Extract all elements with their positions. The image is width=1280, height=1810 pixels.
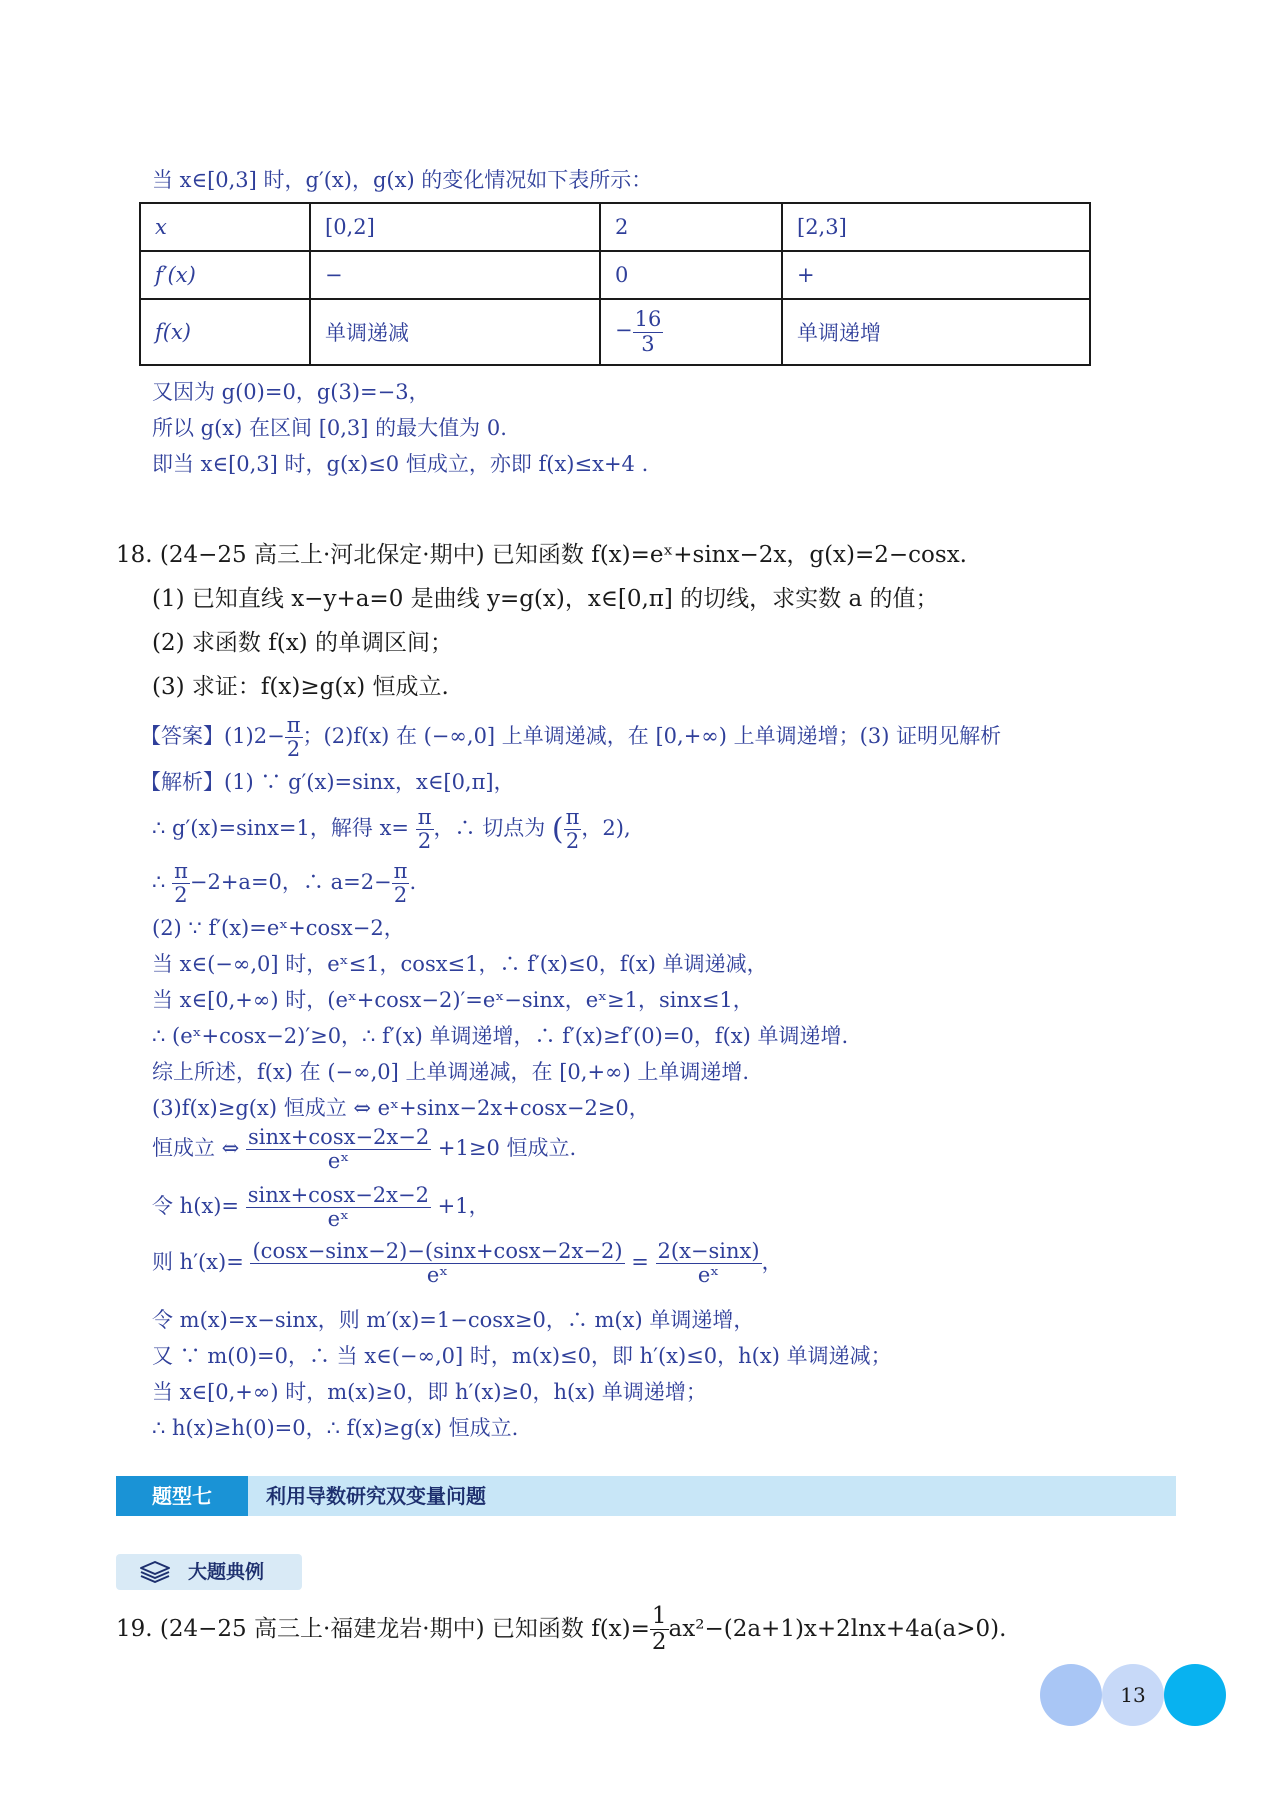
page-number: 13 bbox=[1120, 1683, 1146, 1707]
layers-icon bbox=[138, 1560, 172, 1584]
text-line: 又因为 g(0)=0，g(3)=−3， bbox=[152, 380, 430, 404]
example-label: 大题典例 bbox=[188, 1561, 265, 1583]
fraction bbox=[250, 1240, 624, 1287]
solution-line bbox=[152, 1240, 783, 1287]
badge-circle-right bbox=[1164, 1664, 1226, 1726]
denominator: 2 bbox=[286, 737, 301, 762]
denominator: 2 bbox=[393, 883, 408, 908]
numerator: π bbox=[417, 805, 432, 829]
table-cell: 单调递增 bbox=[782, 299, 1090, 365]
fraction bbox=[392, 860, 410, 907]
answer-suffix: ；(2)f(x) 在 (−∞,0] 上单调递减，在 [0,+∞) 上单调递增；(3) 证明见解析 bbox=[302, 724, 1002, 749]
numerator: sinx+cosx−2x−2 bbox=[247, 1125, 430, 1149]
numerator: π bbox=[286, 713, 301, 737]
numerator: π bbox=[565, 805, 580, 829]
table-row bbox=[140, 251, 1090, 299]
numerator: 1 bbox=[651, 1603, 667, 1629]
text: . bbox=[409, 870, 417, 895]
text: +1≥0 恒成立. bbox=[437, 1136, 577, 1161]
badge-circle-left bbox=[1040, 1664, 1102, 1726]
table-cell: [0,2] bbox=[310, 203, 600, 251]
fraction bbox=[285, 714, 303, 761]
fraction bbox=[564, 806, 582, 853]
section-tag: 题型七 bbox=[116, 1476, 248, 1516]
denominator: eˣ bbox=[697, 1263, 720, 1288]
denominator: eˣ bbox=[426, 1263, 449, 1288]
section-header bbox=[116, 1476, 1176, 1516]
solution-line: (2) ∵ f′(x)=eˣ+cosx−2， bbox=[152, 916, 405, 940]
table-cell: − bbox=[310, 251, 600, 299]
problem-18-part: (3) 求证：f(x)≥g(x) 恒成立. bbox=[152, 674, 449, 700]
problem-19-stem bbox=[116, 1604, 1006, 1656]
text: = bbox=[631, 1250, 649, 1275]
fraction bbox=[172, 860, 190, 907]
problem-18-stem: 18. (24−25 高三上·河北保定·期中) 已知函数 f(x)=eˣ+sinx−2x，g(x)=2−cosx. bbox=[116, 542, 967, 568]
numerator: π bbox=[393, 859, 408, 883]
denominator: 2 bbox=[174, 883, 188, 908]
table-cell: f(x) bbox=[140, 299, 310, 365]
denominator: 2 bbox=[417, 829, 432, 854]
text: 恒成立 ⇔ bbox=[152, 1136, 240, 1161]
example-label-chip bbox=[116, 1554, 302, 1590]
solution-line: 又 ∵ m(0)=0，∴ 当 x∈(−∞,0] 时，m(x)≤0，即 h′(x)≤0，h(x) 单调递减； bbox=[152, 1344, 892, 1368]
paren-open: ( bbox=[551, 812, 564, 848]
solution-line bbox=[152, 860, 416, 907]
numerator: π bbox=[174, 859, 188, 883]
solution-line bbox=[152, 1184, 490, 1231]
text: ∴ g′(x)=sinx=1，解得 x= bbox=[152, 816, 410, 841]
denominator: 2 bbox=[565, 829, 580, 854]
text-line: 所以 g(x) 在区间 [0,3] 的最大值为 0. bbox=[152, 416, 507, 440]
text-line: 即当 x∈[0,3] 时，g(x)≤0 恒成立，亦即 f(x)≤x+4 . bbox=[152, 452, 649, 476]
table-cell: f′(x) bbox=[140, 251, 310, 299]
problem-18-part: (2) 求函数 f(x) 的单调区间； bbox=[152, 630, 453, 656]
table-cell: 0 bbox=[600, 251, 782, 299]
fraction bbox=[416, 806, 434, 853]
denominator: 3 bbox=[641, 331, 655, 356]
variation-table bbox=[139, 202, 1091, 366]
problem-18-part: (1) 已知直线 x−y+a=0 是曲线 y=g(x)，x∈[0,π] 的切线，求实数 a 的值； bbox=[152, 586, 939, 612]
fraction bbox=[246, 1184, 431, 1231]
solution-line bbox=[152, 806, 631, 853]
solution-line: 【解析】(1) ∵ g′(x)=sinx，x∈[0,π]， bbox=[140, 770, 515, 794]
text: 19. (24−25 高三上·福建龙岩·期中) 已知函数 f(x)= bbox=[116, 1615, 650, 1642]
solution-line: 综上所述，f(x) 在 (−∞,0] 上单调递减，在 [0,+∞) 上单调递增. bbox=[152, 1060, 750, 1084]
denominator: eˣ bbox=[327, 1149, 350, 1174]
solution-line: 当 x∈[0,+∞) 时，(eˣ+cosx−2)′=eˣ−sinx，eˣ≥1，sinx≤1， bbox=[152, 988, 754, 1012]
text: 令 h(x)= bbox=[152, 1194, 240, 1219]
denominator: 2 bbox=[651, 1629, 667, 1656]
table-cell: 2 bbox=[600, 203, 782, 251]
table-row bbox=[140, 299, 1090, 365]
numerator: 2(x−sinx) bbox=[657, 1239, 760, 1263]
text: 则 h′(x)= bbox=[152, 1250, 244, 1275]
table-caption: 当 x∈[0,3] 时，g′(x)，g(x) 的变化情况如下表所示： bbox=[152, 168, 653, 192]
text: ， bbox=[761, 1250, 783, 1275]
numerator: (cosx−sinx−2)−(sinx+cosx−2x−2) bbox=[252, 1239, 623, 1263]
text: ，2), bbox=[581, 816, 631, 841]
table-cell-min-value bbox=[600, 299, 782, 365]
text: +1， bbox=[437, 1194, 490, 1219]
text: ∴ bbox=[152, 870, 166, 895]
solution-line: 令 m(x)=x−sinx，则 m′(x)=1−cosx≥0，∴ m(x) 单调递增， bbox=[152, 1308, 755, 1332]
fraction bbox=[246, 1126, 431, 1173]
table-cell: [2,3] bbox=[782, 203, 1090, 251]
text: ax²−(2a+1)x+2lnx+4a(a>0). bbox=[668, 1615, 1007, 1642]
fraction bbox=[650, 1604, 669, 1656]
fraction bbox=[633, 308, 664, 355]
solution-line: 当 x∈[0,+∞) 时，m(x)≥0，即 h′(x)≥0，h(x) 单调递增； bbox=[152, 1380, 707, 1404]
section-title: 利用导数研究双变量问题 bbox=[266, 1484, 486, 1508]
table-cell: x bbox=[140, 203, 310, 251]
fraction bbox=[656, 1240, 762, 1287]
answer-prefix: 【答案】(1)2− bbox=[140, 724, 285, 749]
solution-line: ∴ (eˣ+cosx−2)′≥0，∴ f′(x) 单调递增，∴ f′(x)≥f′(0)=0，f(x) 单调递增. bbox=[152, 1024, 849, 1048]
minus-sign: − bbox=[615, 318, 633, 343]
table-row bbox=[140, 203, 1090, 251]
page-number-badge bbox=[1040, 1664, 1226, 1726]
denominator: eˣ bbox=[327, 1207, 349, 1232]
table-cell: + bbox=[782, 251, 1090, 299]
solution-line: 当 x∈(−∞,0] 时，eˣ≤1，cosx≤1，∴ f′(x)≤0，f(x) 单调递减， bbox=[152, 952, 768, 976]
solution-line: (3)f(x)≥g(x) 恒成立 ⇔ eˣ+sinx−2x+cosx−2≥0， bbox=[152, 1096, 650, 1120]
table-cell: 单调递减 bbox=[310, 299, 600, 365]
solution-line bbox=[152, 1126, 576, 1173]
text: ，∴ 切点为 bbox=[433, 816, 546, 841]
solution-line: ∴ h(x)≥h(0)=0，∴ f(x)≥g(x) 恒成立. bbox=[152, 1416, 519, 1440]
numerator: sinx+cosx−2x−2 bbox=[247, 1183, 429, 1207]
answer-line bbox=[140, 714, 1001, 761]
text: −2+a=0，∴ a=2− bbox=[189, 870, 392, 895]
numerator: 16 bbox=[634, 307, 662, 332]
